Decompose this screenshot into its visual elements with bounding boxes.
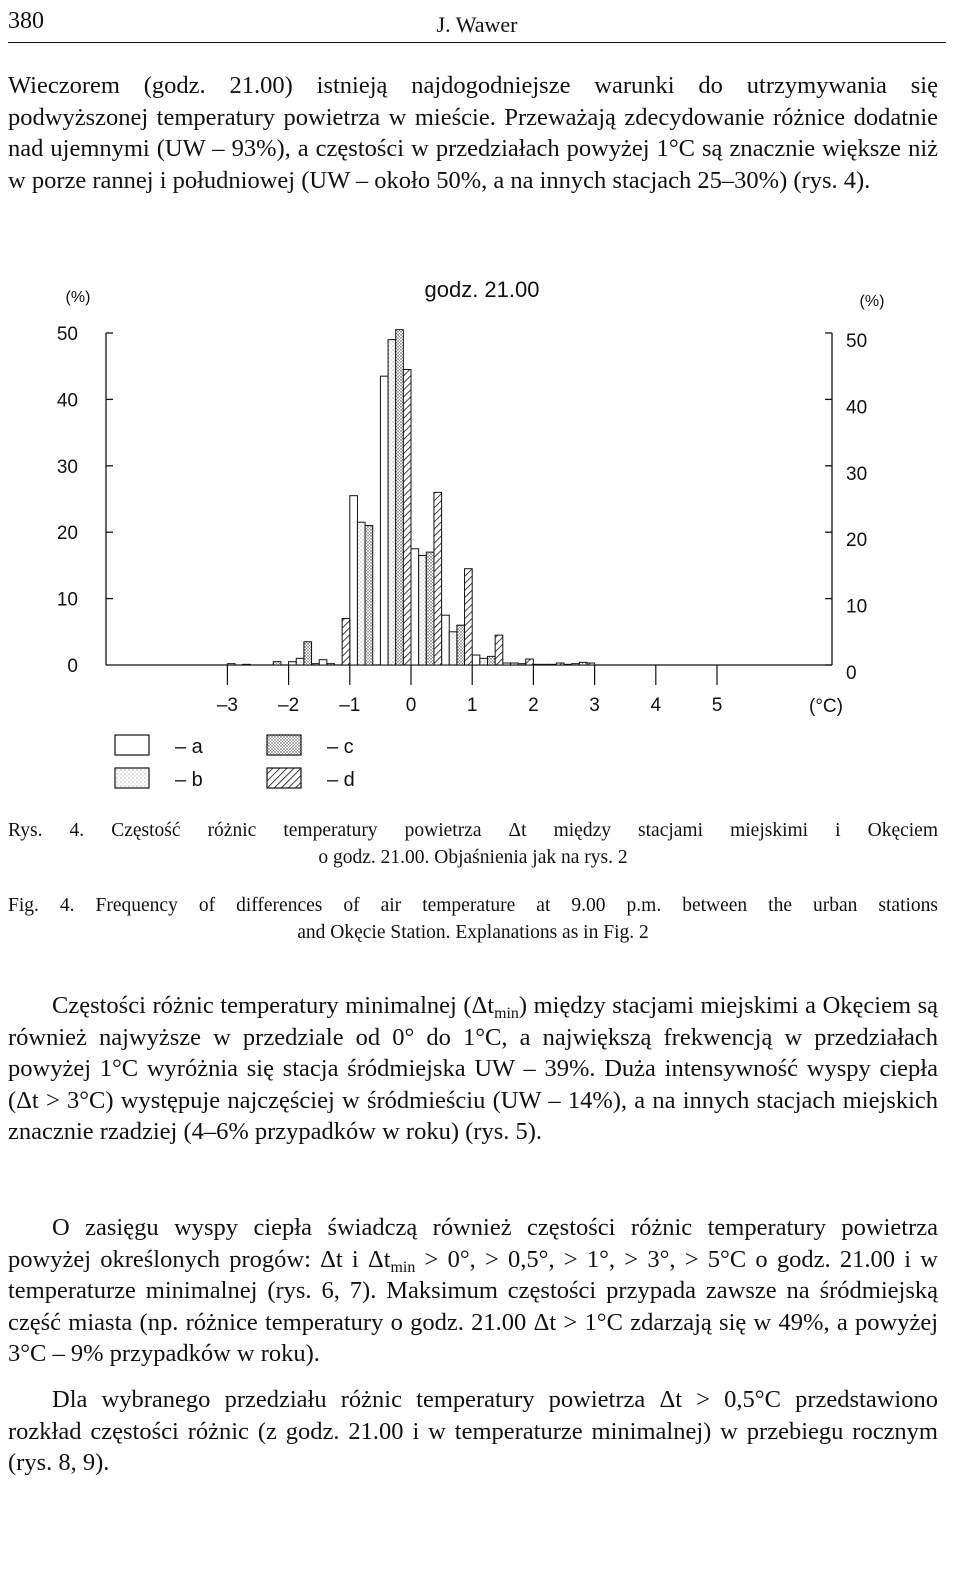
bar-a	[503, 663, 511, 665]
bar-c	[396, 330, 404, 665]
body-paragraph-1	[8, 990, 938, 1148]
bar-b	[388, 340, 396, 665]
legend-swatch-b	[115, 768, 149, 788]
right-y-tick-label: 10	[846, 596, 868, 618]
left-y-tick-label: 20	[56, 523, 78, 545]
running-head: J. Wawer	[436, 12, 518, 37]
p1-subscript: min	[494, 1004, 519, 1022]
bar-c	[518, 664, 526, 665]
chart-title: godz. 21.00	[424, 277, 540, 302]
legend-label-d: – d	[327, 769, 355, 791]
left-y-tick-label: 0	[67, 656, 78, 677]
p1-text-b: ) między stacjami miejskimi a Okęciem są również najwyższe w przedziale od 0° do 1°C, a największą frekwencją w przedziałach powyżej 1°C wyróżnia się stacja śródmiejska UW – 39%. Duża intensywność wyspy ciepła (Δt > 3°C) występuje najczęściej w śródmieściu (UW – 14%), a na innych stacjach miejskich znacznie rzadziej (4–6% przypadków w roku) (rys. 5).	[8, 992, 938, 1145]
bar-a	[442, 615, 450, 665]
bar-d	[465, 569, 473, 665]
x-axis	[106, 665, 832, 716]
legend-swatch-c	[267, 735, 301, 755]
left-y-tick-label: 50	[56, 324, 78, 345]
left-axis-unit: (%)	[65, 289, 91, 306]
legend-swatch-a	[115, 735, 149, 755]
bar-a	[380, 376, 388, 665]
chart-legend	[115, 735, 355, 791]
x-tick-label: 0	[405, 695, 417, 716]
p2-subscript: min	[390, 1258, 416, 1276]
bar-a	[227, 664, 235, 665]
bar-d	[434, 492, 442, 665]
x-tick-label: 4	[650, 695, 662, 716]
bar-c	[457, 625, 465, 665]
histogram-chart	[40, 265, 920, 805]
x-tick-label: –1	[339, 695, 361, 716]
bar-a	[564, 664, 572, 665]
x-tick-label: 1	[466, 695, 478, 716]
right-y-tick-label: 40	[846, 397, 868, 419]
bar-b	[357, 522, 365, 665]
x-tick-label: 3	[589, 695, 600, 716]
caption-pl-line2: o godz. 21.00. Objaśnienia jak na rys. 2	[318, 847, 628, 868]
right-y-tick-label: 20	[846, 530, 868, 552]
bar-a	[319, 660, 327, 665]
x-axis-unit: (°C)	[809, 696, 843, 717]
legend-label-b: – b	[175, 769, 203, 791]
page-header	[8, 6, 946, 43]
bar-a	[533, 664, 541, 665]
caption-en-line1: Fig. 4. Frequency of differences of air temperature at 9.00 p.m. between the urban stations	[8, 895, 938, 916]
bar-d	[587, 663, 595, 665]
figure-caption-pl	[8, 817, 938, 871]
caption-pl-line1: Rys. 4. Częstość różnic temperatury powietrza Δt między stacjami miejskimi i Okęciem	[8, 820, 938, 841]
body-paragraph-3: Dla wybranego przedziału różnic temperatury powietrza Δt > 0,5°C przedstawiono rozkład częstości różnic (z godz. 21.00 i w temperaturze minimalnej) w przebiegu rocznym (rys. 8, 9).	[8, 1386, 938, 1476]
bar-c	[426, 552, 434, 665]
caption-en-line2: and Okęcie Station. Explanations as in Fig. 2	[297, 922, 649, 943]
bar-b	[510, 663, 518, 665]
right-axis-unit: (%)	[859, 293, 885, 310]
p1-text-a: Częstości różnic temperatury minimalnej (Δt	[52, 992, 495, 1019]
figure-caption-en	[8, 892, 938, 946]
right-y-tick-label: 50	[846, 331, 868, 352]
x-tick-label: 5	[711, 695, 723, 716]
bar-c	[273, 662, 281, 665]
body-paragraph-2	[8, 1212, 938, 1370]
bar-d	[342, 619, 350, 665]
x-tick-label: –2	[278, 695, 300, 716]
bar-b	[541, 664, 549, 665]
p2-text-a: O zasięgu wyspy ciepła świadczą również częstości różnic temperatury powietrza powyżej określonych progów: Δt i Δt	[8, 1214, 938, 1273]
page-number: 380	[8, 8, 44, 34]
bar-c	[579, 662, 587, 665]
left-y-tick-label: 10	[56, 589, 78, 611]
right-y-tick-label: 0	[846, 663, 857, 684]
bar-b	[327, 664, 335, 665]
bar-d	[403, 370, 411, 665]
right-y-tick-label: 30	[846, 463, 868, 485]
left-y-tick-label: 30	[56, 456, 78, 478]
bar-a	[289, 662, 297, 665]
x-tick-label: 2	[528, 695, 539, 716]
bar-c	[549, 664, 557, 665]
bar-c	[304, 642, 312, 665]
left-y-axis	[57, 324, 113, 677]
bar-a	[472, 655, 480, 665]
bar-a	[350, 496, 358, 665]
legend-label-a: – a	[175, 736, 203, 758]
bar-b	[480, 658, 488, 665]
legend-label-c: – c	[327, 736, 354, 758]
bar-b	[296, 658, 304, 665]
bar-d	[495, 635, 503, 665]
bar-c	[365, 526, 373, 665]
bar-b	[572, 664, 580, 665]
x-tick-label: –3	[216, 695, 238, 716]
right-y-axis	[825, 331, 867, 684]
bar-d	[312, 664, 320, 665]
left-y-tick-label: 40	[56, 390, 78, 412]
bar-a	[411, 549, 419, 665]
intro-paragraph: Wieczorem (godz. 21.00) istnieją najdogodniejsze warunki do utrzymywania się podwyższonej temperatury powietrza w mieście. Przeważają zdecydowanie różnice dodatnie nad ujemnymi (UW – 93%), a częstości w przedziałach powyżej 1°C są znacznie większe niż w porze rannej i południowej (UW – około 50%, a na innych stacjach 25–30%) (rys. 4).	[8, 72, 938, 194]
legend-swatch-d	[267, 768, 301, 788]
p2-text-b: > 0°, > 0,5°, > 1°, > 3°, > 5°C o godz. 21.00 i w temperaturze minimalnej (rys. 6, 7). Maksimum częstości przypada zawsze na śródmiejską część miasta (np. różnice temperatury o godz. 21.00 Δt > 1°C zdarzają się w 49%, a powyżej 3°C – 9% przypadków w roku).	[8, 1245, 938, 1367]
bar-c	[243, 664, 251, 665]
bars	[227, 330, 594, 665]
bar-b	[419, 555, 427, 665]
bar-b	[449, 632, 457, 665]
bar-d	[556, 663, 564, 665]
bar-c	[488, 656, 496, 665]
bar-d	[526, 659, 534, 665]
